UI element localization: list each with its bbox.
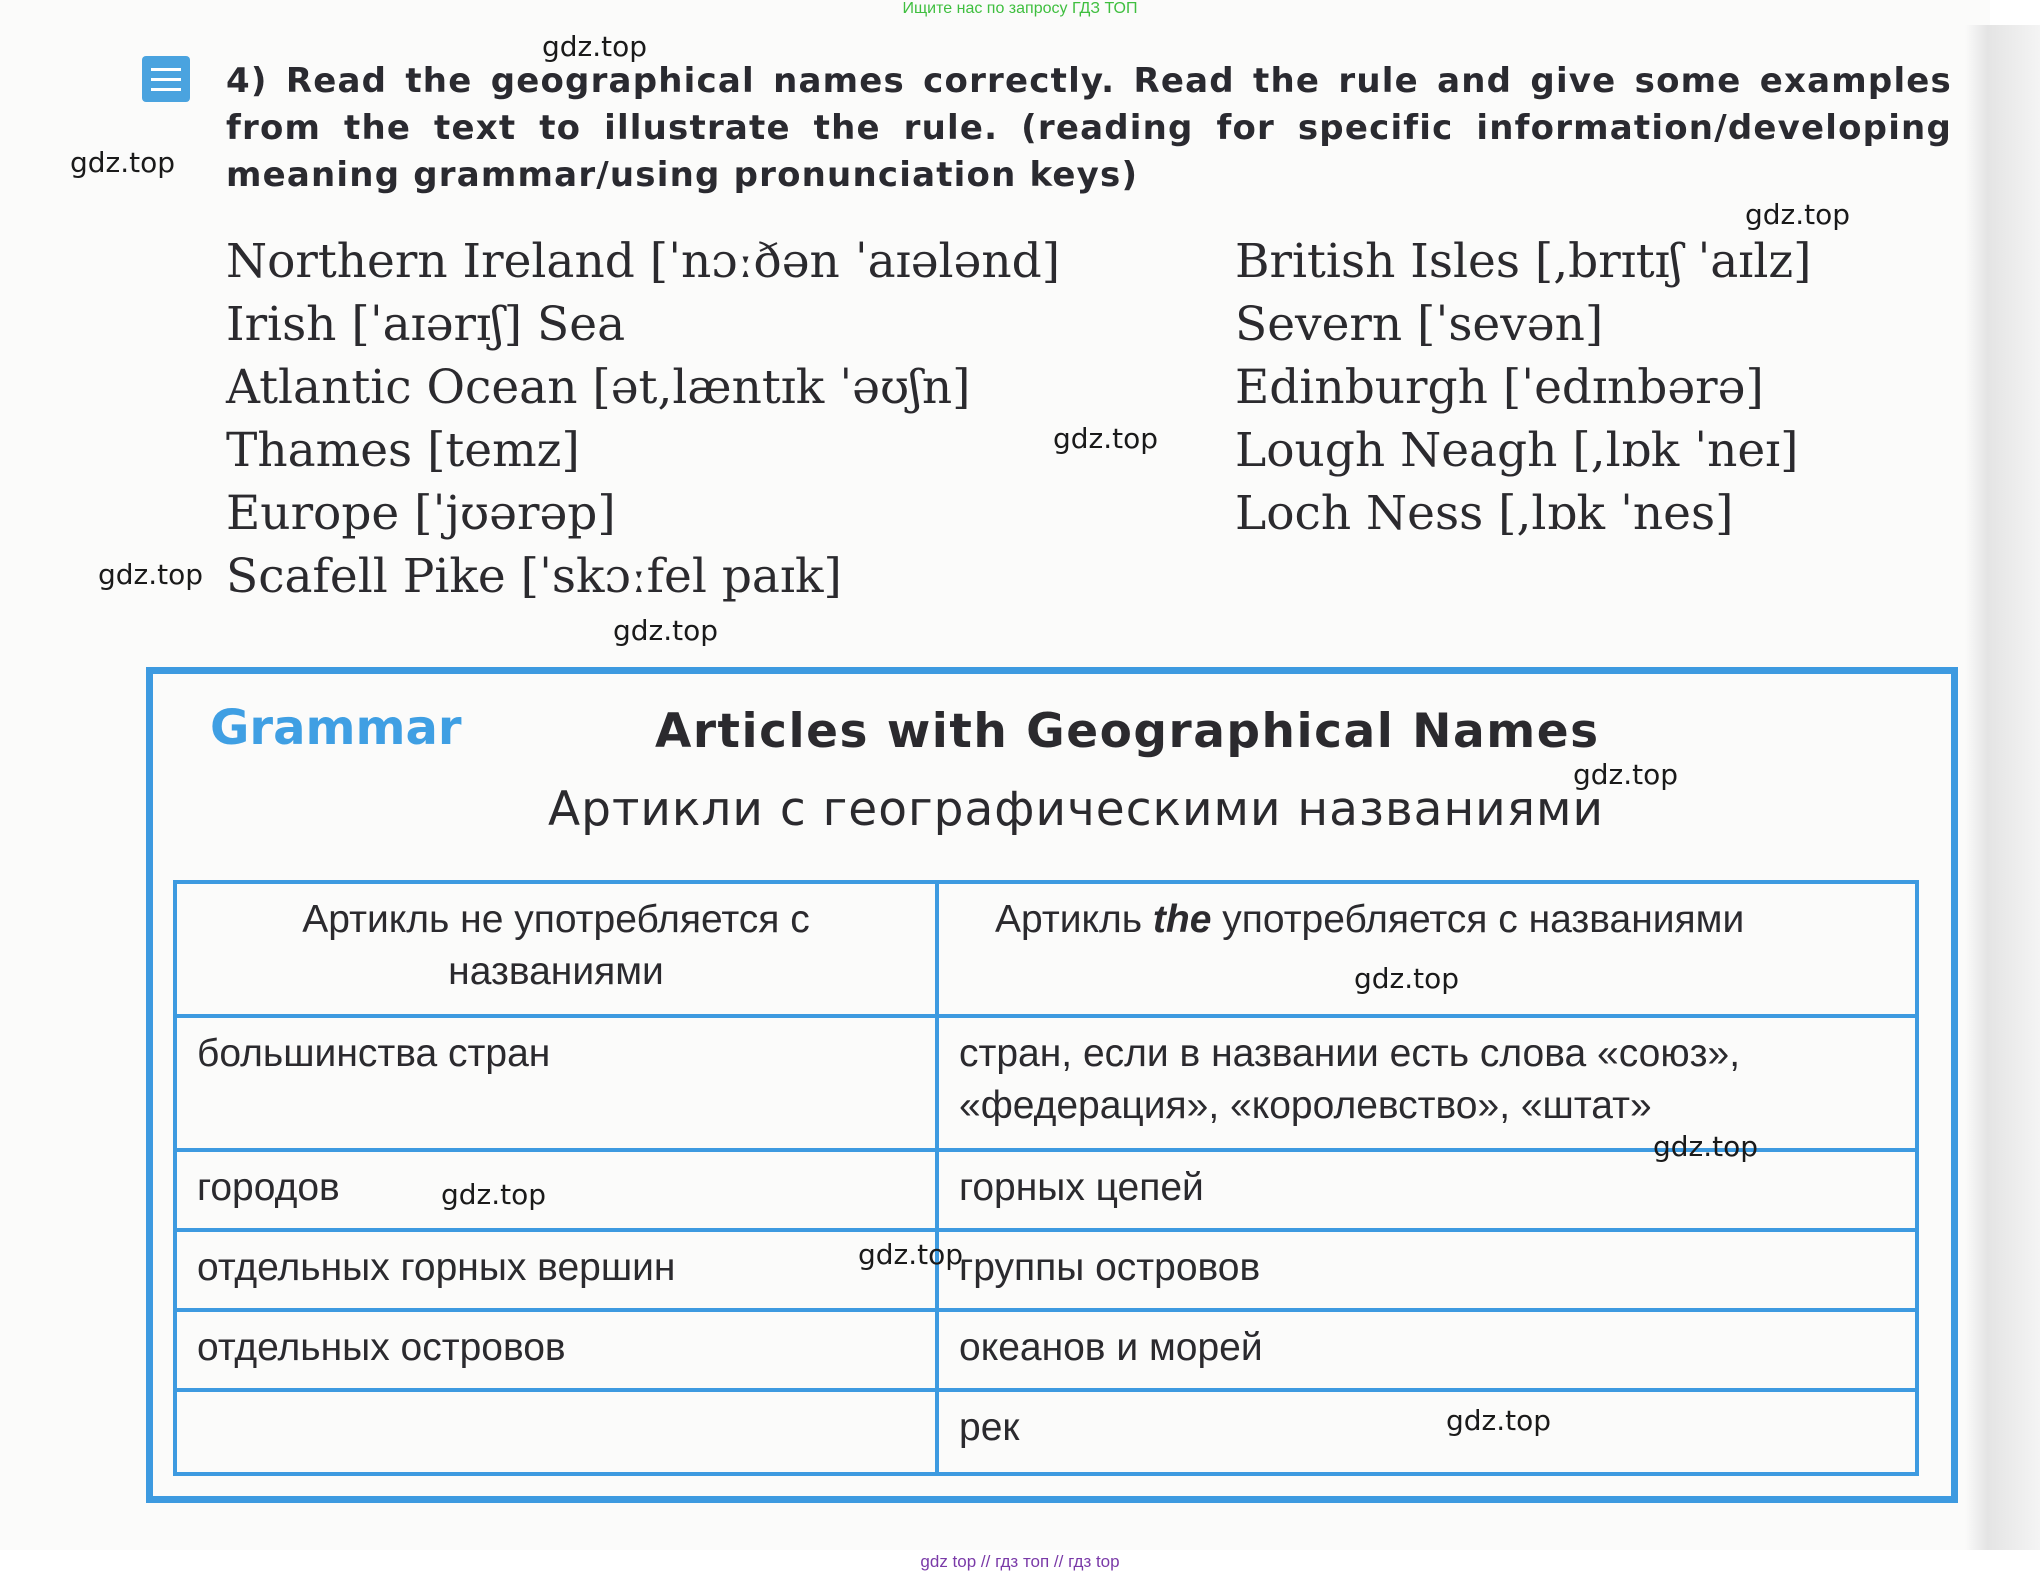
header-article-the — [937, 882, 1917, 1016]
watermark: gdz.top — [858, 1238, 964, 1271]
watermark: gdz.top — [1653, 1130, 1759, 1163]
name-item: Thames [temz] — [226, 423, 580, 478]
name-item: Scafell Pike [ˈskɔːfel paɪk] — [226, 549, 842, 604]
name-item: British Isles [,brɪtɪʃ ˈaɪlz] — [1235, 234, 1812, 289]
header-text: употребляется с названиями — [1211, 898, 1745, 941]
header-text: Артикль — [995, 898, 1153, 941]
header-no-article: Артикль не употребляется с названиями — [175, 882, 937, 1016]
name-item: Edinburgh [ˈedɪnbərə] — [1235, 360, 1764, 415]
watermark: gdz.top — [70, 146, 176, 179]
watermark: gdz.top — [441, 1178, 547, 1211]
header-emphasis: the — [1152, 898, 1212, 941]
table-row — [175, 1310, 1917, 1390]
name-item: Northern Ireland [ˈnɔːðən ˈaɪələnd] — [226, 234, 1061, 289]
watermark: gdz.top — [1573, 758, 1679, 791]
table-cell: отдельных островов — [175, 1310, 937, 1390]
watermark: gdz.top — [613, 614, 719, 647]
articles-rule-table — [173, 880, 1919, 1476]
grammar-label: Grammar — [210, 700, 462, 756]
grammar-title: Articles with Geographical Names — [655, 704, 1600, 759]
watermark: gdz.top — [98, 558, 204, 591]
table-cell — [175, 1390, 937, 1474]
name-item: Lough Neagh [,lɒk ˈneɪ] — [1235, 423, 1799, 478]
name-item: Europe [ˈjʊərəp] — [226, 486, 616, 541]
table-cell: стран, если в названии есть слова «союз», «федерация», «королевство», «штат» — [937, 1016, 1917, 1150]
names-left-column — [226, 230, 1060, 608]
table-row — [175, 1230, 1917, 1310]
bottom-banner[interactable]: gdz top // гдз топ // гдз top — [920, 1552, 1120, 1571]
table-cell: городов — [175, 1150, 937, 1230]
name-item: Irish [ˈaɪərɪʃ] Sea — [226, 297, 626, 352]
table-row — [175, 1390, 1917, 1474]
table-cell: группы островов — [937, 1230, 1917, 1310]
watermark: gdz.top — [1053, 422, 1159, 455]
name-item: Loch Ness [,lɒk ˈnes] — [1235, 486, 1734, 541]
table-header-row — [175, 882, 1917, 1016]
table-cell: рек — [937, 1390, 1917, 1474]
table-cell: океанов и морей — [937, 1310, 1917, 1390]
watermark: gdz.top — [1446, 1404, 1552, 1437]
list-icon — [142, 56, 190, 102]
name-item: Severn [ˈsevən] — [1235, 297, 1604, 352]
table-cell: отдельных горных вершин — [175, 1230, 937, 1310]
task-instruction: 4) Read the geographical names correctly. Read the rule and give some examples from the text to illustrate the rule. (reading for specific information/developing meaning grammar/using pronunciation keys) — [226, 61, 1952, 195]
top-banner[interactable]: Ищите нас по запросу ГДЗ ТОП — [902, 0, 1138, 17]
table-cell: горных цепей — [937, 1150, 1917, 1230]
watermark: gdz.top — [1745, 198, 1851, 231]
watermark: gdz.top — [542, 30, 648, 63]
table-cell: большинства стран — [175, 1016, 937, 1150]
page-edge-shadow — [1965, 25, 2040, 1550]
watermark: gdz.top — [1354, 962, 1460, 995]
names-right-column — [1235, 230, 1811, 545]
grammar-subtitle: Артикли с географическими названиями — [548, 782, 1605, 837]
name-item: Atlantic Ocean [ət,læntɪk ˈəʊʃn] — [226, 360, 971, 415]
